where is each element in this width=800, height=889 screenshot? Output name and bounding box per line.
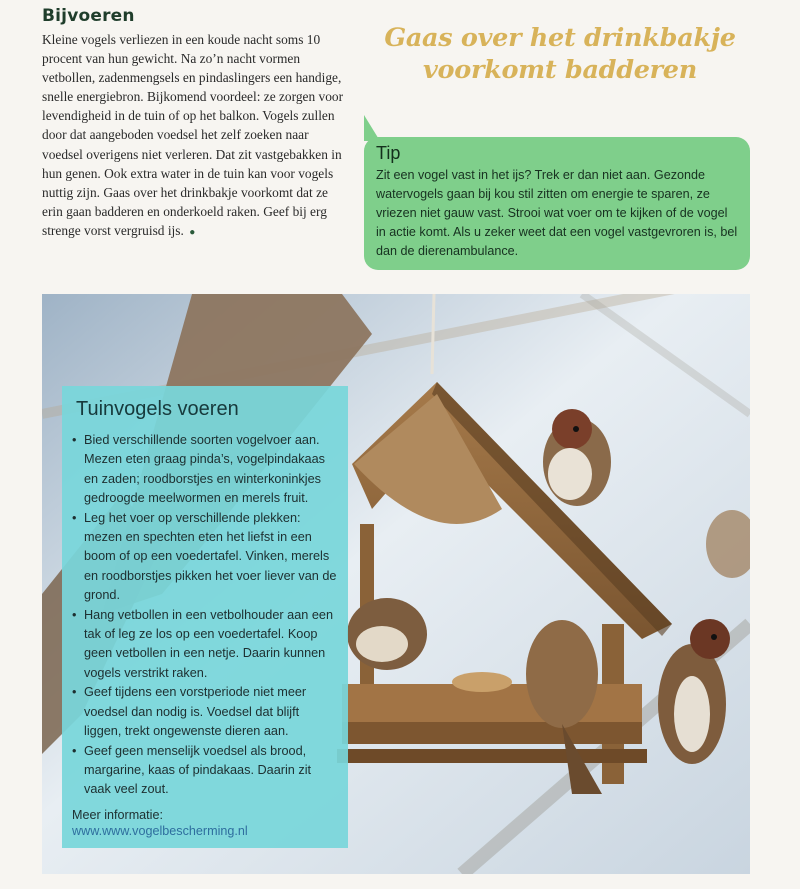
more-info-label: Meer informatie:: [72, 807, 163, 822]
list-item: • Leg het voer op verschillende plekken: mezen en spechten eten het liefst in een boom of op een voedertafel. Vinken, merels en roodborstjes pikken het voer liever van de grond.: [72, 509, 338, 606]
list-item: • Hang vetbollen in een vetbolhouder aan een tak of leg ze los op een voedertafel. Koop geen vetbollen in een netje. Daarin kunnen vogels verstrikt raken.: [72, 606, 338, 684]
list-item: • Geef geen menselijk voedsel als brood, margarine, kaas of pindakaas. Daarin zit vaak veel zout.: [72, 742, 338, 800]
list-item: • Geef tijdens een vorstperiode niet meer voedsel dan nodig is. Voedsel dat blijft liggen, trekt ongewenste dieren aan.: [72, 683, 338, 741]
headline: Gaas over het drinkbakje voorkomt badderen: [384, 23, 736, 85]
info-box: [62, 386, 348, 848]
tip-box: [364, 137, 750, 270]
end-mark-icon: ●: [189, 226, 196, 238]
tip-body: Zit een vogel vast in het ijs? Trek er dan niet aan. Gezonde watervogels gaan bij kou stil zitten om energie te sparen, ze vriezen niet gauw vast. Strooi wat voer om te kijken of de vogel in actie komt. Als u zeker weet dat een vogel vastgevroren is, bel dan de dierenambulance.: [376, 168, 738, 258]
sparrow-left: [347, 598, 427, 670]
tip-title: Tip: [376, 143, 401, 163]
article-body-text: Kleine vogels verliezen in een koude nacht soms 10 procent van hun gewicht. Na zo’n nacht vormen vetbollen, zadenmengsels en pindaslingers een handige, snelle energiebron. Bijkomend voordeel: ze zorgen voor levendigheid in de tuin of op het balkon. Vogels zullen door dat aangeboden voedsel het zelf zoeken naar voedsel overigens niet verleren. Dat zit vastgebakken in hun genen. Ook extra water in de tuin kan voor vogels nuttig zijn. Gaas over het drinkbakje voorkomt dat ze erin gaan badderen en onderkoeld raken. Geef bij erg strenge vorst vergruisd ijs.: [42, 32, 344, 238]
tips-list: [72, 431, 338, 800]
info-box-title: Tuinvogels voeren: [76, 398, 239, 420]
more-info-link[interactable]: www.www.vogelbescherming.nl: [72, 823, 248, 838]
article-column: [42, 6, 350, 242]
article-title: Bijvoeren: [42, 6, 135, 26]
list-item: • Bied verschillende soorten vogelvoer aan. Mezen eten graag pinda’s, vogelpindakaas en zaden; roodborstjes en winterkoninkjes gedroogde meelwormen en merels fruit.: [72, 431, 338, 509]
article-body: [42, 30, 350, 242]
